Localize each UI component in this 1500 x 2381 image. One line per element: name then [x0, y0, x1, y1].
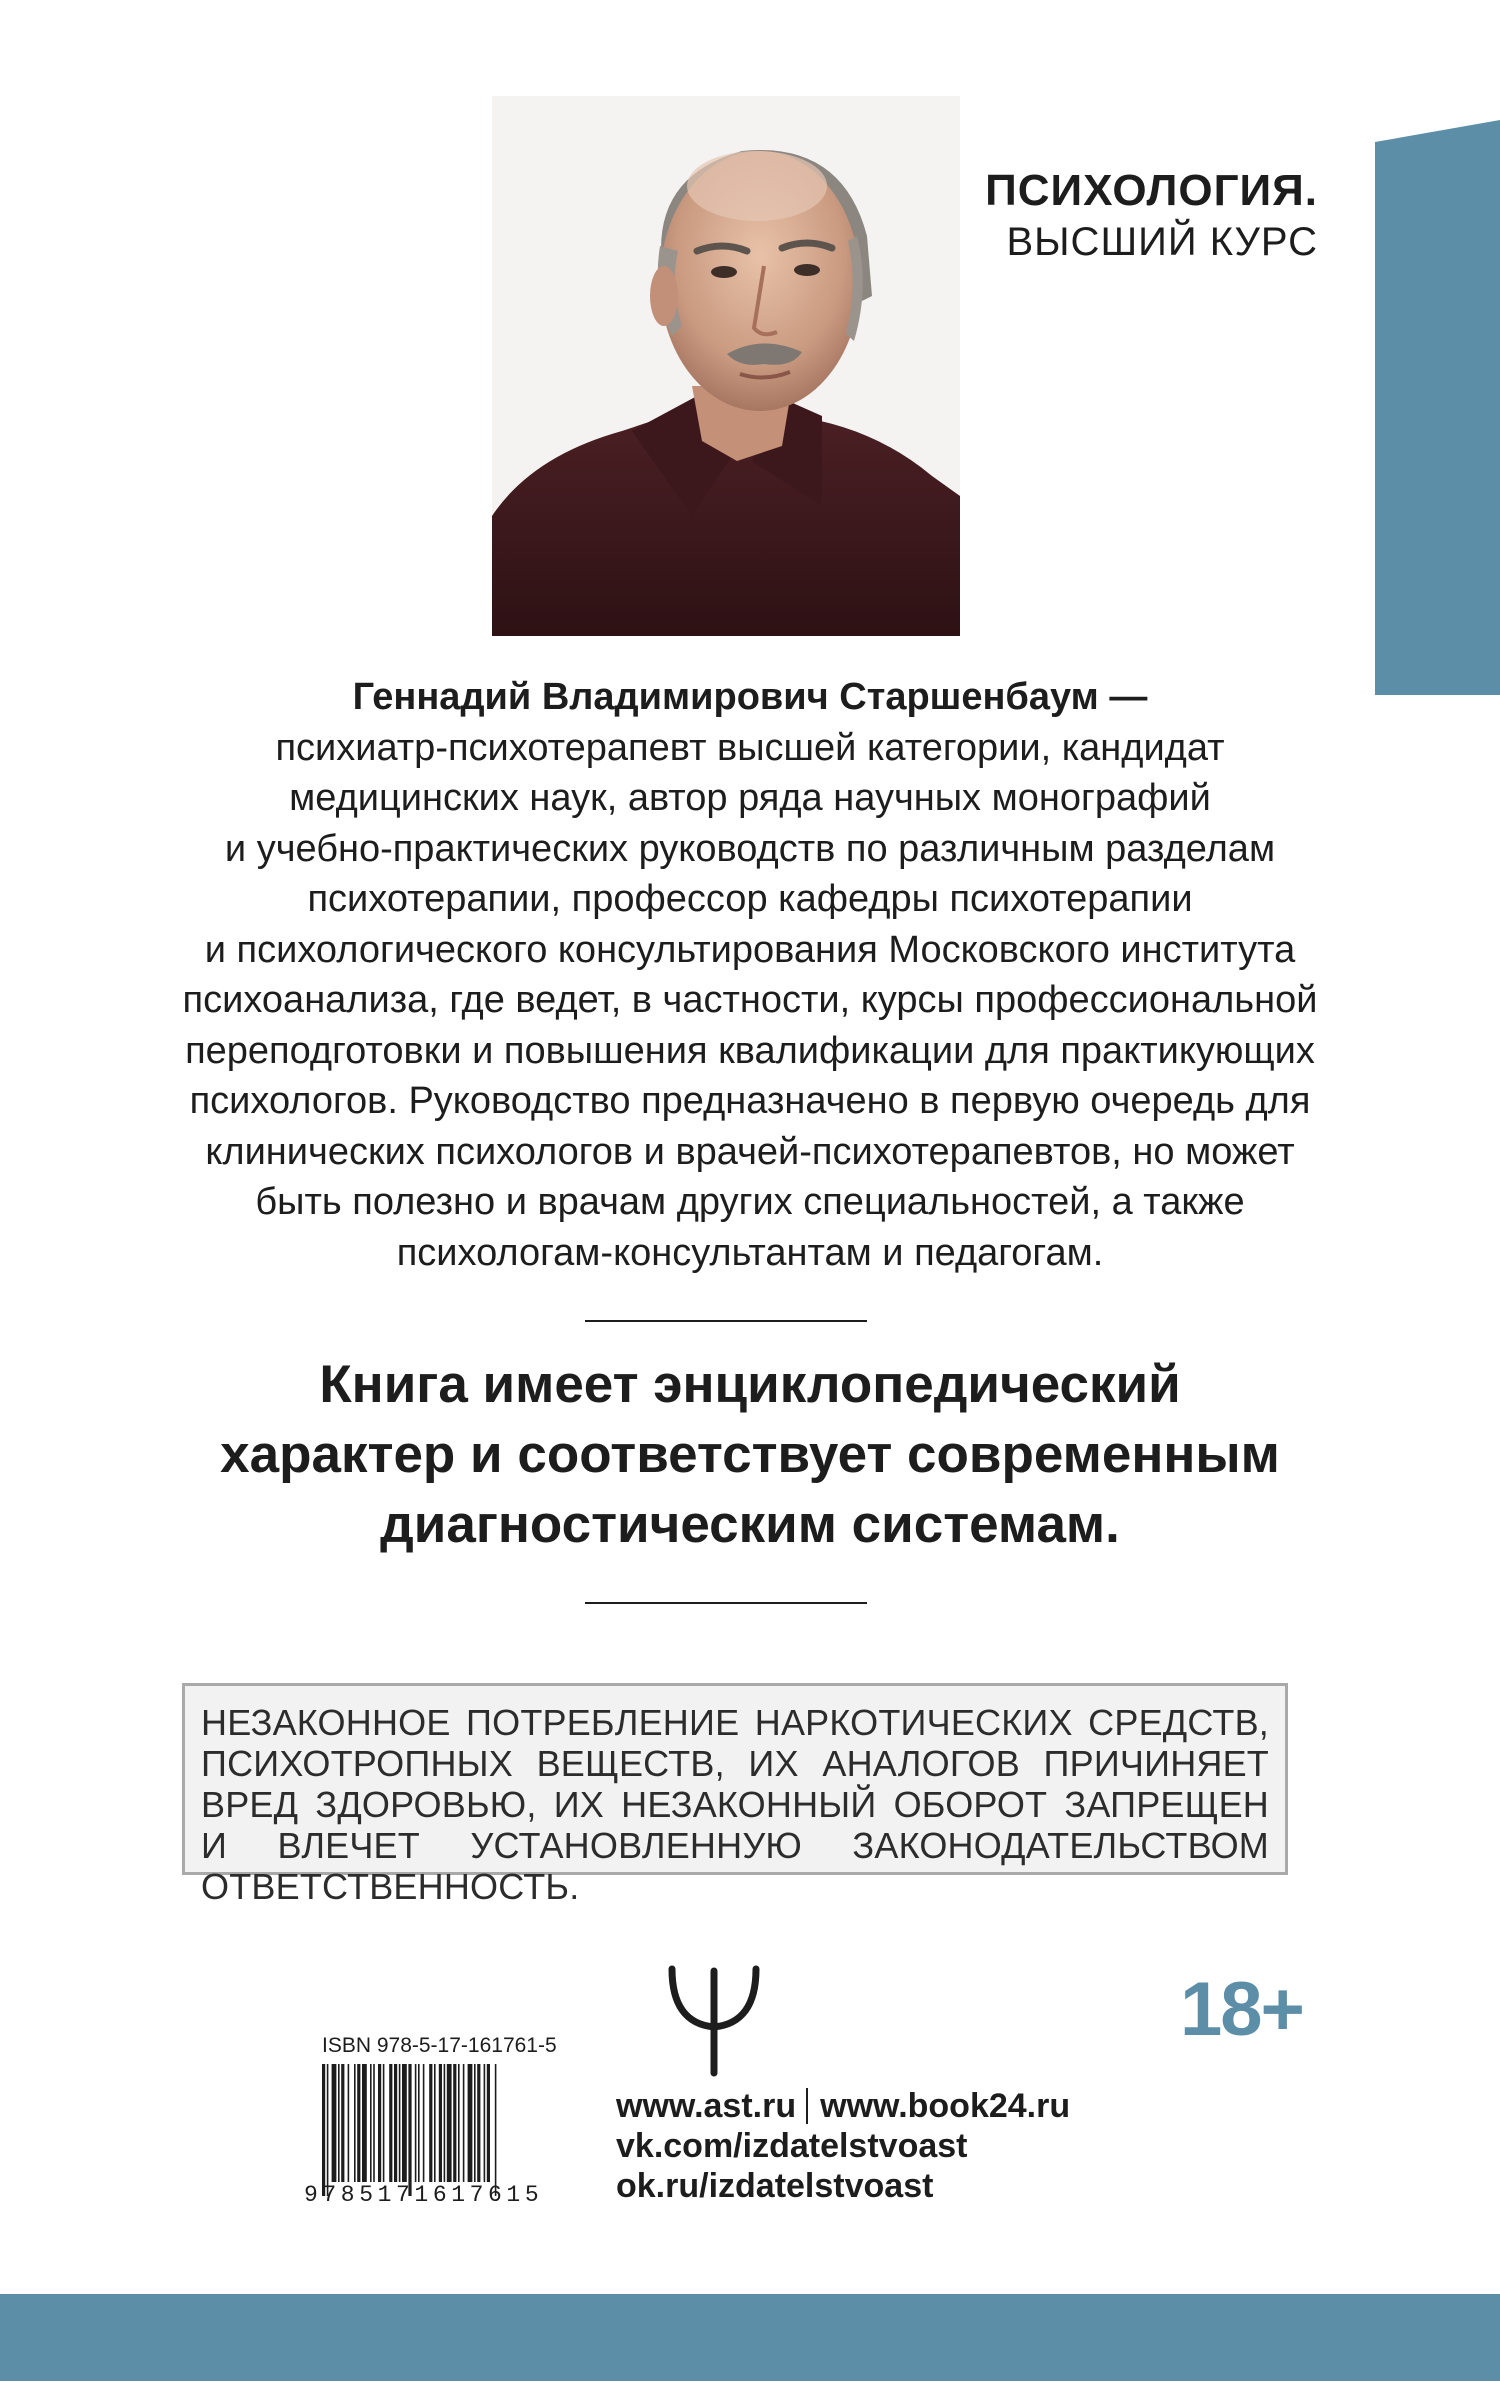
barcode-bar	[322, 2064, 325, 2196]
bio-line: психоанализа, где ведет, в частности, курсы профессиональной	[182, 979, 1318, 1021]
barcode-bar	[383, 2064, 385, 2182]
bio-line: медицинских наук, автор ряда научных монографий	[289, 777, 1211, 819]
barcode-bar	[495, 2064, 497, 2196]
barcode-bar	[370, 2064, 372, 2182]
barcode-bar	[348, 2064, 350, 2182]
legal-warning-text: НЕЗАКОННОЕ ПОТРЕБЛЕНИЕ НАРКОТИЧЕСКИХ СРЕДСТВ, ПСИХОТРОПНЫХ ВЕЩЕСТВ, ИХ АНАЛОГОВ ПРИЧИНЯЕТ ВРЕД ЗДОРОВЬЮ, ИХ НЕЗАКОННЫЙ ОБОРОТ ЗАПРЕЩЕН И ВЛЕЧЕТ УСТАНОВЛЕННУЮ ЗАКОНОДАТЕЛЬСТВОМ ОТВЕТСТВЕННОСТЬ.	[201, 1702, 1269, 1907]
links-row-sites	[616, 2086, 1070, 2126]
barcode-bar	[394, 2064, 397, 2182]
barcode-bar	[434, 2064, 436, 2182]
legal-warning-box	[182, 1683, 1288, 1907]
bio-line: переподготовки и повышения квалификации для практикующих	[185, 1029, 1315, 1072]
link-separator	[806, 2088, 808, 2124]
barcode-bar	[474, 2064, 476, 2182]
highlight-line: Книга имеет энциклопедический	[319, 1355, 1181, 1414]
link-ok[interactable]: ok.ru/izdatelstvoast	[616, 2167, 934, 2205]
barcode-bar	[362, 2064, 367, 2182]
divider-bottom	[585, 1602, 867, 1604]
bottom-band	[0, 2294, 1500, 2381]
link-book24-site[interactable]: www.book24.ru	[820, 2087, 1071, 2125]
barcode-bar	[399, 2064, 401, 2182]
barcode-bar	[357, 2064, 360, 2182]
barcode-icon	[322, 2064, 550, 2196]
author-name: Геннадий Владимирович Старшенбаум —	[352, 676, 1148, 718]
barcode-bar	[423, 2064, 425, 2182]
bio-line: психологов. Руководство предназначено в первую очередь для	[189, 1080, 1311, 1122]
barcode-bar	[354, 2064, 356, 2182]
barcode-bar	[487, 2064, 490, 2182]
barcode-bar	[327, 2064, 329, 2196]
barcode-bar	[444, 2064, 446, 2182]
bio-line: и психологического консультирования Московского института	[204, 928, 1296, 971]
bio-line: психологам-консультантам и педагогам.	[396, 1231, 1104, 1274]
barcode-bar	[338, 2064, 340, 2182]
psi-logo-icon	[664, 1965, 764, 2077]
series-subtitle: ВЫСШИЙ КУРС	[1006, 220, 1318, 264]
barcode-bar	[402, 2064, 407, 2182]
barcode-bar	[429, 2064, 432, 2182]
barcode-digits: 9785171617615	[304, 2182, 544, 2208]
barcode-bar	[378, 2064, 381, 2182]
author-portrait	[492, 96, 960, 636]
highlight-statement	[120, 1350, 1380, 1560]
barcode-bar	[463, 2064, 465, 2182]
link-vk[interactable]: vk.com/izdatelstvoast	[616, 2127, 968, 2165]
series-title: ПСИХОЛОГИЯ.	[985, 166, 1318, 215]
series-heading	[960, 165, 1318, 267]
barcode-bar	[408, 2064, 411, 2196]
barcode-bar	[453, 2064, 456, 2182]
barcode-bar	[439, 2064, 442, 2182]
age-rating: 18+	[1180, 1967, 1303, 2052]
divider-top	[585, 1320, 867, 1322]
link-ast-site[interactable]: www.ast.ru	[616, 2087, 797, 2125]
barcode-bar	[458, 2064, 460, 2182]
isbn-label: ISBN 978-5-17-161761-5	[322, 2034, 557, 2057]
barcode-bar	[484, 2064, 486, 2182]
highlight-line: характер и соответствует современным	[220, 1425, 1280, 1484]
barcode-bar	[389, 2064, 392, 2182]
publisher-links	[616, 2086, 1070, 2206]
barcode-bar	[477, 2064, 480, 2182]
highlight-line: диагностическим системам.	[380, 1495, 1120, 1554]
bio-line: быть полезно и врачам других специальностей, а также	[255, 1181, 1245, 1223]
barcode-bar	[332, 2064, 337, 2182]
barcode-bar	[373, 2064, 375, 2182]
author-bio	[120, 672, 1380, 1278]
bio-line: и учебно-практических руководств по различным разделам	[224, 827, 1276, 870]
barcode-bar	[341, 2064, 344, 2182]
accent-bar	[1375, 120, 1500, 695]
barcode-bar	[468, 2064, 473, 2182]
barcode-bar	[447, 2064, 452, 2182]
barcode-bar	[418, 2064, 420, 2182]
bio-line: психотерапии, профессор кафедры психотерапии	[307, 878, 1193, 920]
bio-line: клинических психологов и врачей-психотерапевтов, но может	[205, 1130, 1295, 1173]
bio-line: психиатр-психотерапевт высшей категории, кандидат	[275, 726, 1225, 769]
barcode-bar	[415, 2064, 417, 2182]
